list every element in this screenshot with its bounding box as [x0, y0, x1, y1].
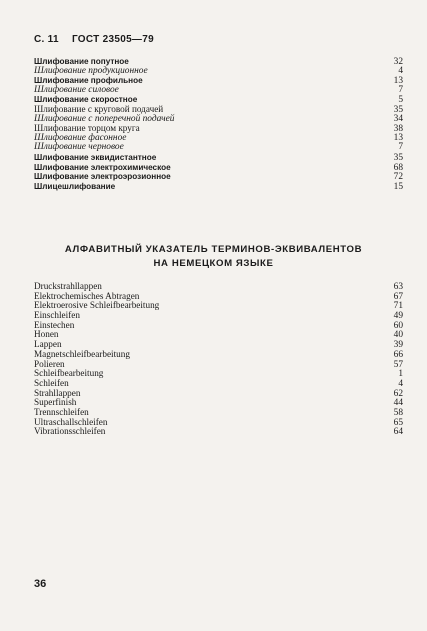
index-page-ref: 49	[393, 311, 403, 322]
index-entry	[34, 143, 403, 153]
header-page-number: С. 11	[34, 34, 59, 45]
index-page-ref: 13	[393, 132, 403, 143]
index-term: Шлифование эквидистантное	[34, 152, 157, 162]
index-term: Magnetschleifbearbeitung	[34, 348, 130, 359]
index-term: Honen	[34, 329, 59, 340]
index-page-ref: 35	[393, 104, 403, 115]
index-page-ref: 68	[393, 162, 403, 173]
index-page-ref: 57	[393, 359, 403, 370]
index-page-ref: 32	[393, 57, 403, 67]
index-page-ref: 15	[393, 181, 403, 192]
index-term: Шлицешлифование	[34, 181, 116, 191]
index-page-ref: 1	[398, 369, 403, 380]
index-page-ref: 72	[393, 172, 403, 183]
page-number: 36	[34, 578, 47, 590]
index-term: Шлифование продукционное	[34, 65, 148, 76]
index-page-ref: 63	[393, 282, 403, 292]
index-term: Шлифование электроэрозионное	[34, 172, 171, 182]
index-entry	[34, 321, 403, 331]
index-page-ref: 60	[393, 320, 403, 331]
index-page-ref: 65	[393, 417, 403, 428]
index-page-ref: 39	[393, 340, 403, 351]
index-term: Polieren	[34, 358, 65, 369]
index-term: Lappen	[34, 339, 62, 350]
index-entry	[34, 172, 403, 182]
index-page-ref: 40	[393, 330, 403, 341]
section-heading: АЛФАВИТНЫЙ УКАЗАТЕЛЬ ТЕРМИНОВ-ЭКВИВАЛЕНТОВ	[64, 244, 363, 255]
index-page-ref: 66	[393, 349, 403, 360]
index-page-ref: 13	[393, 76, 403, 87]
index-entry	[34, 182, 403, 192]
index-entry	[34, 301, 403, 311]
index-entry	[34, 398, 403, 408]
index-term: Superfinish	[34, 397, 77, 408]
section-subheading: НА НЕМЕЦКОМ ЯЗЫКЕ	[153, 258, 274, 269]
index-page-ref: 38	[393, 124, 403, 135]
index-term: Einschleifen	[34, 310, 80, 321]
index-entry	[34, 330, 403, 340]
index-entry	[34, 427, 403, 437]
index-entry	[34, 350, 403, 360]
index-page-ref: 62	[393, 388, 403, 399]
index-page-ref: 34	[393, 113, 403, 124]
header-standard: ГОСТ 23505—79	[71, 34, 154, 45]
index-entry	[34, 86, 403, 96]
index-page-ref: 35	[393, 152, 403, 163]
index-term: Trennschleifen	[34, 406, 89, 417]
running-header	[34, 34, 154, 45]
index-page-ref: 44	[393, 398, 403, 409]
index-entry	[34, 311, 403, 321]
index-term: Vibrationsschleifen	[34, 426, 106, 437]
index-term: Шлифование электрохимическое	[34, 162, 171, 172]
index-entry	[34, 163, 403, 173]
index-term: Elektrochemisches Abtragen	[34, 290, 140, 301]
index-entry	[34, 389, 403, 399]
index-term: Ultraschallschleifen	[34, 416, 108, 427]
index-term: Schleifen	[34, 377, 69, 388]
index-term: Шлифование торцом круга	[34, 123, 140, 134]
index-entry	[34, 369, 403, 379]
index-term: Шлифование профильное	[34, 76, 143, 86]
index-entry	[34, 67, 403, 77]
index-term: Druckstrahllappen	[34, 281, 102, 291]
german-term-list	[34, 282, 403, 437]
index-term: Шлифование попутное	[34, 57, 129, 66]
index-page-ref: 7	[398, 142, 403, 153]
index-term: Шлифование скоростное	[34, 95, 138, 105]
index-page-ref: 4	[398, 65, 403, 76]
russian-term-list	[34, 57, 403, 191]
index-term: Elektroerosive Schleifbearbeitung	[34, 300, 160, 311]
index-term: Einstechen	[34, 319, 75, 330]
index-page-ref: 71	[393, 301, 403, 312]
index-term: Шлифование черновое	[34, 142, 124, 153]
index-term: Strahllappen	[34, 387, 81, 398]
index-page-ref: 58	[393, 407, 403, 418]
index-page-ref: 5	[398, 95, 403, 106]
index-term: Шлифование с поперечной подачей	[34, 113, 175, 124]
index-page-ref: 64	[393, 427, 403, 438]
index-page-ref: 67	[393, 291, 403, 302]
index-entry	[34, 153, 403, 163]
index-page-ref: 7	[398, 84, 403, 95]
index-page-ref: 4	[398, 378, 403, 389]
index-term: Шлифование силовое	[34, 84, 119, 95]
index-term: Шлифование фасонное	[34, 132, 127, 143]
index-term: Schleifbearbeitung	[34, 368, 104, 379]
index-entry	[34, 379, 403, 389]
index-term: Шлифование с круговой подачей	[34, 103, 164, 114]
